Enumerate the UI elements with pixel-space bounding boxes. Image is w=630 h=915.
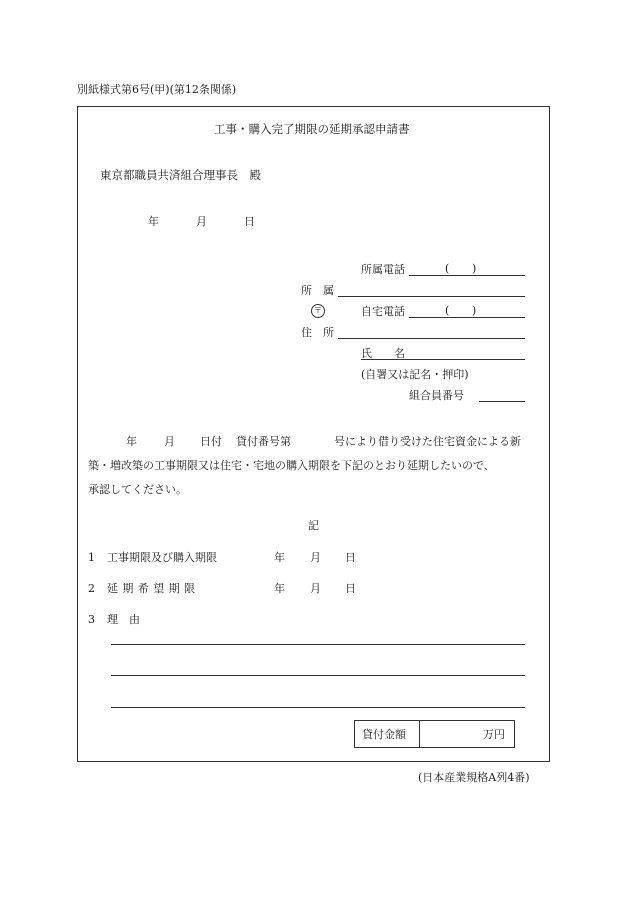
body-line2: 築・増改築の工事期限又は住宅・宅地の購入期限を下記のとおり延期したいので、 [88, 459, 495, 472]
reason-line-2[interactable] [111, 675, 525, 676]
body-loan-number-label: 貸付番号第 [236, 435, 291, 448]
item-3-label: 理 由 [107, 613, 140, 626]
loan-amount-unit: 万円 [483, 728, 505, 741]
date-year: 年 [148, 215, 159, 228]
member-number-field[interactable] [479, 401, 525, 402]
home-phone-field[interactable] [409, 317, 525, 318]
office-phone-field[interactable] [409, 275, 525, 276]
item-1-day: 日 [345, 551, 356, 564]
affiliation-field[interactable] [338, 296, 525, 297]
signature-note: (自署又は記名・押印) [361, 368, 469, 381]
name-field[interactable] [361, 359, 525, 360]
form-number: 別紙様式第6号(甲)(第12条関係) [77, 83, 237, 96]
form-title: 工事・購入完了期限の延期承認申請書 [214, 122, 410, 136]
body-line3: 承認してください。 [88, 483, 187, 496]
postal-mark-icon: 〒 [311, 304, 325, 318]
reason-line-3[interactable] [111, 707, 525, 708]
date-month: 月 [196, 215, 207, 228]
address-field[interactable] [338, 338, 525, 339]
loan-amount-box [354, 720, 515, 748]
item-2-label: 延期希望期限 [107, 582, 200, 595]
item-2-day: 日 [345, 582, 356, 595]
name-label: 氏 名 [361, 347, 405, 360]
item-2-number: 2 [88, 582, 95, 595]
office-phone-paren-close: ) [472, 262, 477, 275]
office-phone-paren-open: ( [445, 262, 450, 275]
reason-line-1[interactable] [111, 644, 525, 645]
body-date-suffix: 日付 [200, 435, 222, 448]
paper-size-note: (日本産業規格A列4番) [418, 771, 530, 784]
affiliation-label: 所 属 [301, 284, 334, 297]
body-line1-rest: 号により借り受けた住宅資金による新 [334, 435, 521, 448]
address-label: 住 所 [301, 326, 334, 339]
body-year: 年 [126, 435, 137, 448]
loan-amount-label: 貸付金額 [362, 728, 406, 741]
body-month: 月 [164, 435, 175, 448]
date-day: 日 [244, 215, 255, 228]
member-number-label: 組合員番号 [409, 389, 464, 402]
item-2-month: 月 [310, 582, 321, 595]
item-2-year: 年 [274, 582, 285, 595]
item-1-number: 1 [88, 551, 95, 564]
item-1-label: 工事期限及び購入期限 [107, 551, 217, 564]
form-frame [77, 106, 550, 762]
item-3-number: 3 [88, 613, 95, 626]
item-1-year: 年 [274, 551, 285, 564]
item-1-month: 月 [310, 551, 321, 564]
home-phone-paren-close: ) [472, 304, 477, 317]
office-phone-label: 所属電話 [361, 263, 405, 276]
home-phone-label: 自宅電話 [361, 305, 405, 318]
ki-heading: 記 [308, 519, 319, 532]
home-phone-paren-open: ( [445, 304, 450, 317]
addressee: 東京都職員共済組合理事長 殿 [100, 168, 261, 182]
